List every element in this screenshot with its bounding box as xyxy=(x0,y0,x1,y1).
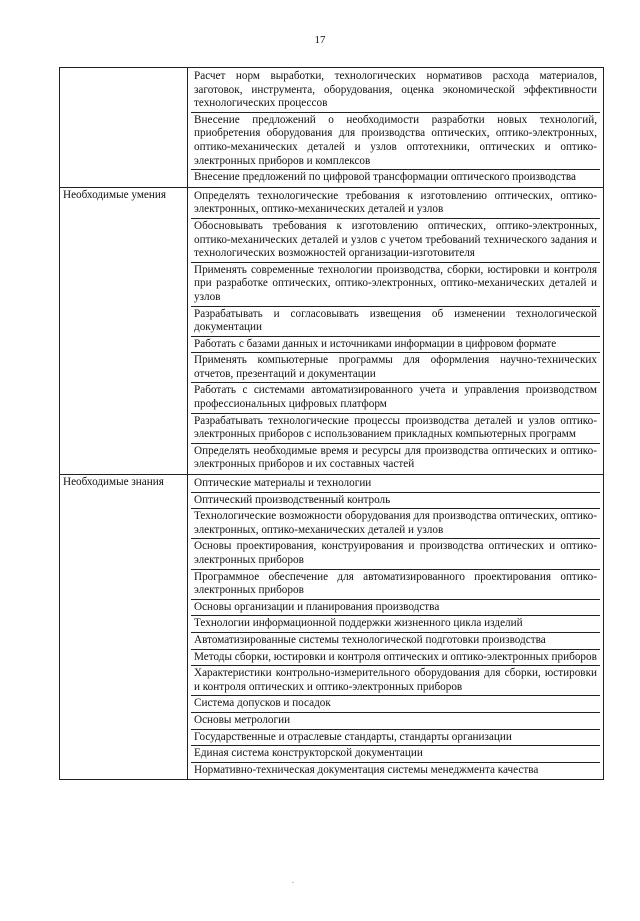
list-item: Нормативно-техническая документация системы менеджмента качества xyxy=(191,762,600,779)
list-item: Государственные и отраслевые стандарты, стандарты организации xyxy=(191,729,600,746)
list-item: Автоматизированные системы технологической подготовки производства xyxy=(191,632,600,649)
list-item: Оптические материалы и технологии xyxy=(194,477,372,490)
list-item: Работать с системами автоматизированного учета и управления производством профессиональных цифровых платформ xyxy=(191,382,600,412)
requirements-table xyxy=(59,67,604,780)
section-items xyxy=(188,475,604,780)
list-item: Оптический производственный контроль xyxy=(191,492,600,509)
list-item: Основы метрологии xyxy=(191,712,600,729)
list-item: Разрабатывать технологические процессы производства деталей и узлов оптико-электронных приборов с использованием прикладных компьютерных программ xyxy=(191,413,600,443)
section-row xyxy=(60,475,604,780)
section-label xyxy=(60,68,188,188)
section-row xyxy=(60,187,604,474)
list-item: Технологии информационной поддержки жизненного цикла изделий xyxy=(191,615,600,632)
page-number: 17 xyxy=(314,34,326,46)
list-item: Расчет норм выработки, технологических нормативов расхода материалов, заготовок, инструмента, оборудования, оценка экономической эффективности технологических процессов xyxy=(194,70,597,110)
list-item: Основы проектирования, конструирования и производства оптических и оптико-электронных приборов xyxy=(191,538,600,568)
footer-mark: . xyxy=(292,876,294,885)
section-label: Необходимые умения xyxy=(60,187,188,474)
list-item: Система допусков и посадок xyxy=(191,695,600,712)
list-item: Определять технологические требования к изготовлению оптических, оптико-электронных, оптико-механических деталей и узлов xyxy=(194,189,597,216)
list-item: Применять компьютерные программы для оформления научно-технических отчетов, презентаций и документации xyxy=(191,352,600,382)
list-item: Применять современные технологии производства, сборки, юстировки и контроля при разработке оптических, оптико-электронных, оптико-механических деталей и узлов xyxy=(191,262,600,306)
section-items xyxy=(188,187,604,474)
list-item: Основы организации и планирования производства xyxy=(191,599,600,616)
list-item: Внесение предложений по цифровой трансформации оптического производства xyxy=(191,169,600,186)
list-item: Методы сборки, юстировки и контроля оптических и оптико-электронных приборов xyxy=(191,649,600,666)
list-item: Работать с базами данных и источниками информации в цифровом формате xyxy=(191,336,600,353)
section-items xyxy=(188,68,604,188)
list-item: Программное обеспечение для автоматизированного проектирования оптико-электронных приборов xyxy=(191,569,600,599)
list-item: Единая система конструкторской документации xyxy=(191,745,600,762)
list-item: Определять необходимые время и ресурсы для производства оптических и оптико-электронных приборов и их составных частей xyxy=(191,443,600,473)
list-item: Обосновывать требования к изготовлению оптических, оптико-электронных, оптико-механических деталей и узлов с учетом требований технического задания и технологических возможностей организации-изготовителя xyxy=(191,218,600,262)
list-item: Технологические возможности оборудования для производства оптических, оптико-электронных, оптико-механических деталей и узлов xyxy=(191,508,600,538)
list-item: Характеристики контрольно-измерительного оборудования для сборки, юстировки и контроля оптических и оптико-электронных приборов xyxy=(191,665,600,695)
list-item: Разрабатывать и согласовывать извещения об изменении технологической документации xyxy=(191,306,600,336)
section-label: Необходимые знания xyxy=(60,475,188,780)
list-item: Внесение предложений о необходимости разработки новых технологий, приобретения оборудования для производства оптических, оптико-электронных, оптико-механических деталей и узлов оптотехники, оптических и оптико-электронных приборов и комплексов xyxy=(191,112,600,169)
section-row xyxy=(60,68,604,188)
